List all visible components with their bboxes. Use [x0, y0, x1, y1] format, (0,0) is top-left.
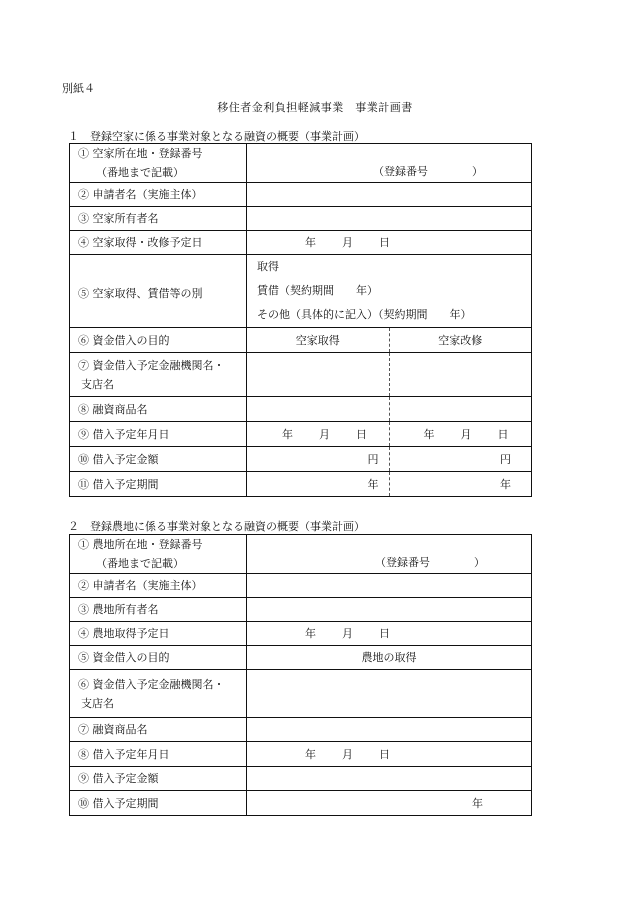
s1-amount-label: ⑩ 借入予定金額	[70, 447, 247, 472]
s1-loan-date-acquire-month: 月	[319, 427, 330, 441]
s2-row-period	[70, 791, 532, 816]
s2-date-label: ④ 農地取得予定日	[70, 622, 247, 646]
s1-tenure-field[interactable]	[247, 255, 532, 328]
s2-row-product	[70, 718, 532, 742]
s1-bank-label-text: ⑦ 資金借入予定金融機関名・	[78, 358, 225, 372]
s1-loan-date-renovate[interactable]	[389, 422, 532, 447]
s2-bank-sub: 支店名	[81, 696, 114, 710]
s1-location-field[interactable]	[247, 144, 532, 183]
s1-row-product	[70, 397, 532, 422]
s2-date-day: 日	[379, 627, 390, 640]
s1-loan-date-acquire[interactable]	[247, 422, 390, 447]
s1-tenure-label: ⑤ 空家取得、賃借等の別	[70, 255, 247, 328]
s1-tenure-lease: 賃借（契約期間 年）	[257, 284, 378, 297]
s1-location-label-text: ① 空家所在地・登録番号	[78, 147, 203, 160]
s1-date-month: 月	[342, 236, 353, 249]
annex-label: 別紙４	[62, 82, 95, 95]
s1-loan-date-renovate-year: 年	[423, 427, 435, 441]
s1-product-field-acquire[interactable]	[247, 397, 390, 422]
s1-row-date	[70, 231, 532, 255]
s1-row-owner	[70, 207, 532, 231]
s1-applicant-label: ② 申請者名（実施主体）	[70, 183, 247, 207]
s2-applicant-field[interactable]	[247, 574, 532, 598]
s1-date-year: 年	[305, 236, 316, 249]
s2-purpose-label: ⑤ 資金借入の目的	[70, 646, 247, 670]
s2-amount-field[interactable]	[247, 767, 532, 791]
s1-period-label: ⑪ 借入予定期間	[70, 472, 247, 497]
s1-row-purpose	[70, 328, 532, 353]
s1-bank-label	[70, 353, 247, 397]
s1-purpose-acquire: 空家取得	[247, 328, 390, 353]
s2-row-amount	[70, 767, 532, 791]
s1-location-label	[70, 144, 247, 183]
s2-location-field[interactable]	[247, 535, 532, 574]
s2-row-location	[70, 535, 532, 574]
s1-row-amount	[70, 447, 532, 472]
s2-registration-number: （登録番号 ）	[375, 556, 485, 569]
s1-loan-date-label: ⑨ 借入予定年月日	[70, 422, 247, 447]
section-2-table	[69, 534, 532, 816]
s2-amount-label: ⑨ 借入予定金額	[70, 767, 247, 791]
s1-date-field[interactable]	[247, 231, 532, 255]
s2-product-field[interactable]	[247, 718, 532, 742]
s2-purpose-value: 農地の取得	[247, 646, 532, 670]
s1-tenure-acquire: 取得	[257, 260, 279, 273]
s1-row-applicant	[70, 183, 532, 207]
s2-date-month: 月	[342, 627, 353, 640]
s1-amount-unit-acquire[interactable]: 円	[247, 447, 390, 472]
s2-loan-date-day: 日	[379, 747, 390, 761]
s1-owner-label: ③ 空家所有者名	[70, 207, 247, 231]
s1-date-label: ④ 空家取得・改修予定日	[70, 231, 247, 255]
s2-bank-field[interactable]	[247, 670, 532, 718]
section-1-table	[69, 143, 532, 497]
s2-row-date	[70, 622, 532, 646]
s2-applicant-label: ② 申請者名（実施主体）	[70, 574, 247, 598]
s2-loan-date-month: 月	[342, 747, 353, 761]
s1-row-location	[70, 144, 532, 183]
s1-purpose-label: ⑥ 資金借入の目的	[70, 328, 247, 353]
s2-location-sub: （番地まで記載）	[96, 557, 184, 570]
s1-date-day: 日	[379, 236, 390, 249]
s2-loan-date-field[interactable]	[247, 742, 532, 767]
s2-bank-label	[70, 670, 247, 718]
s2-date-field[interactable]	[247, 622, 532, 646]
s2-period-label: ⑩ 借入予定期間	[70, 791, 247, 816]
s2-loan-date-year: 年	[305, 747, 316, 761]
s2-loan-date-label: ⑧ 借入予定年月日	[70, 742, 247, 767]
s2-location-label	[70, 535, 247, 574]
s1-row-loan-date	[70, 422, 532, 447]
s1-row-period	[70, 472, 532, 497]
section-2-heading: ２ 登録農地に係る事業対象となる融資の概要（事業計画）	[68, 520, 365, 533]
s2-period-unit[interactable]: 年	[247, 791, 532, 816]
s1-loan-date-renovate-day: 日	[497, 427, 509, 441]
s1-applicant-field[interactable]	[247, 183, 532, 207]
s2-product-label: ⑦ 融資商品名	[70, 718, 247, 742]
s2-row-applicant	[70, 574, 532, 598]
s1-loan-date-renovate-month: 月	[460, 427, 472, 441]
s1-row-tenure	[70, 255, 532, 328]
s1-product-label: ⑧ 融資商品名	[70, 397, 247, 422]
s1-bank-field-renovate[interactable]	[389, 353, 532, 397]
s1-owner-field[interactable]	[247, 207, 532, 231]
section-1-heading: １ 登録空家に係る事業対象となる融資の概要（事業計画）	[68, 130, 365, 143]
s1-purpose-renovate: 空家改修	[389, 328, 532, 353]
s2-row-purpose	[70, 646, 532, 670]
s2-owner-label: ③ 農地所有者名	[70, 598, 247, 622]
s1-location-sub: （番地まで記載）	[96, 166, 184, 179]
s2-location-label-text: ① 農地所在地・登録番号	[78, 538, 203, 551]
s1-bank-field-acquire[interactable]	[247, 353, 390, 397]
s1-registration-number: （登録番号 ）	[373, 165, 483, 178]
s2-row-bank	[70, 670, 532, 718]
s2-row-owner	[70, 598, 532, 622]
s2-owner-field[interactable]	[247, 598, 532, 622]
s1-bank-sub: 支店名	[81, 377, 114, 391]
document-title: 移住者金利負担軽減事業 事業計画書	[217, 101, 413, 114]
s1-period-unit-renovate[interactable]: 年	[389, 472, 532, 497]
s1-amount-unit-renovate[interactable]: 円	[389, 447, 532, 472]
s2-row-loan-date	[70, 742, 532, 767]
s2-date-year: 年	[305, 627, 316, 640]
s1-tenure-other: その他（具体的に記入）（契約期間 年）	[257, 308, 472, 321]
s1-product-field-renovate[interactable]	[389, 397, 532, 422]
s1-loan-date-acquire-year: 年	[282, 427, 293, 441]
s1-loan-date-acquire-day: 日	[356, 427, 367, 441]
s1-row-bank	[70, 353, 532, 397]
s2-bank-label-text: ⑥ 資金借入予定金融機関名・	[78, 677, 225, 691]
s1-period-unit-acquire[interactable]: 年	[247, 472, 390, 497]
